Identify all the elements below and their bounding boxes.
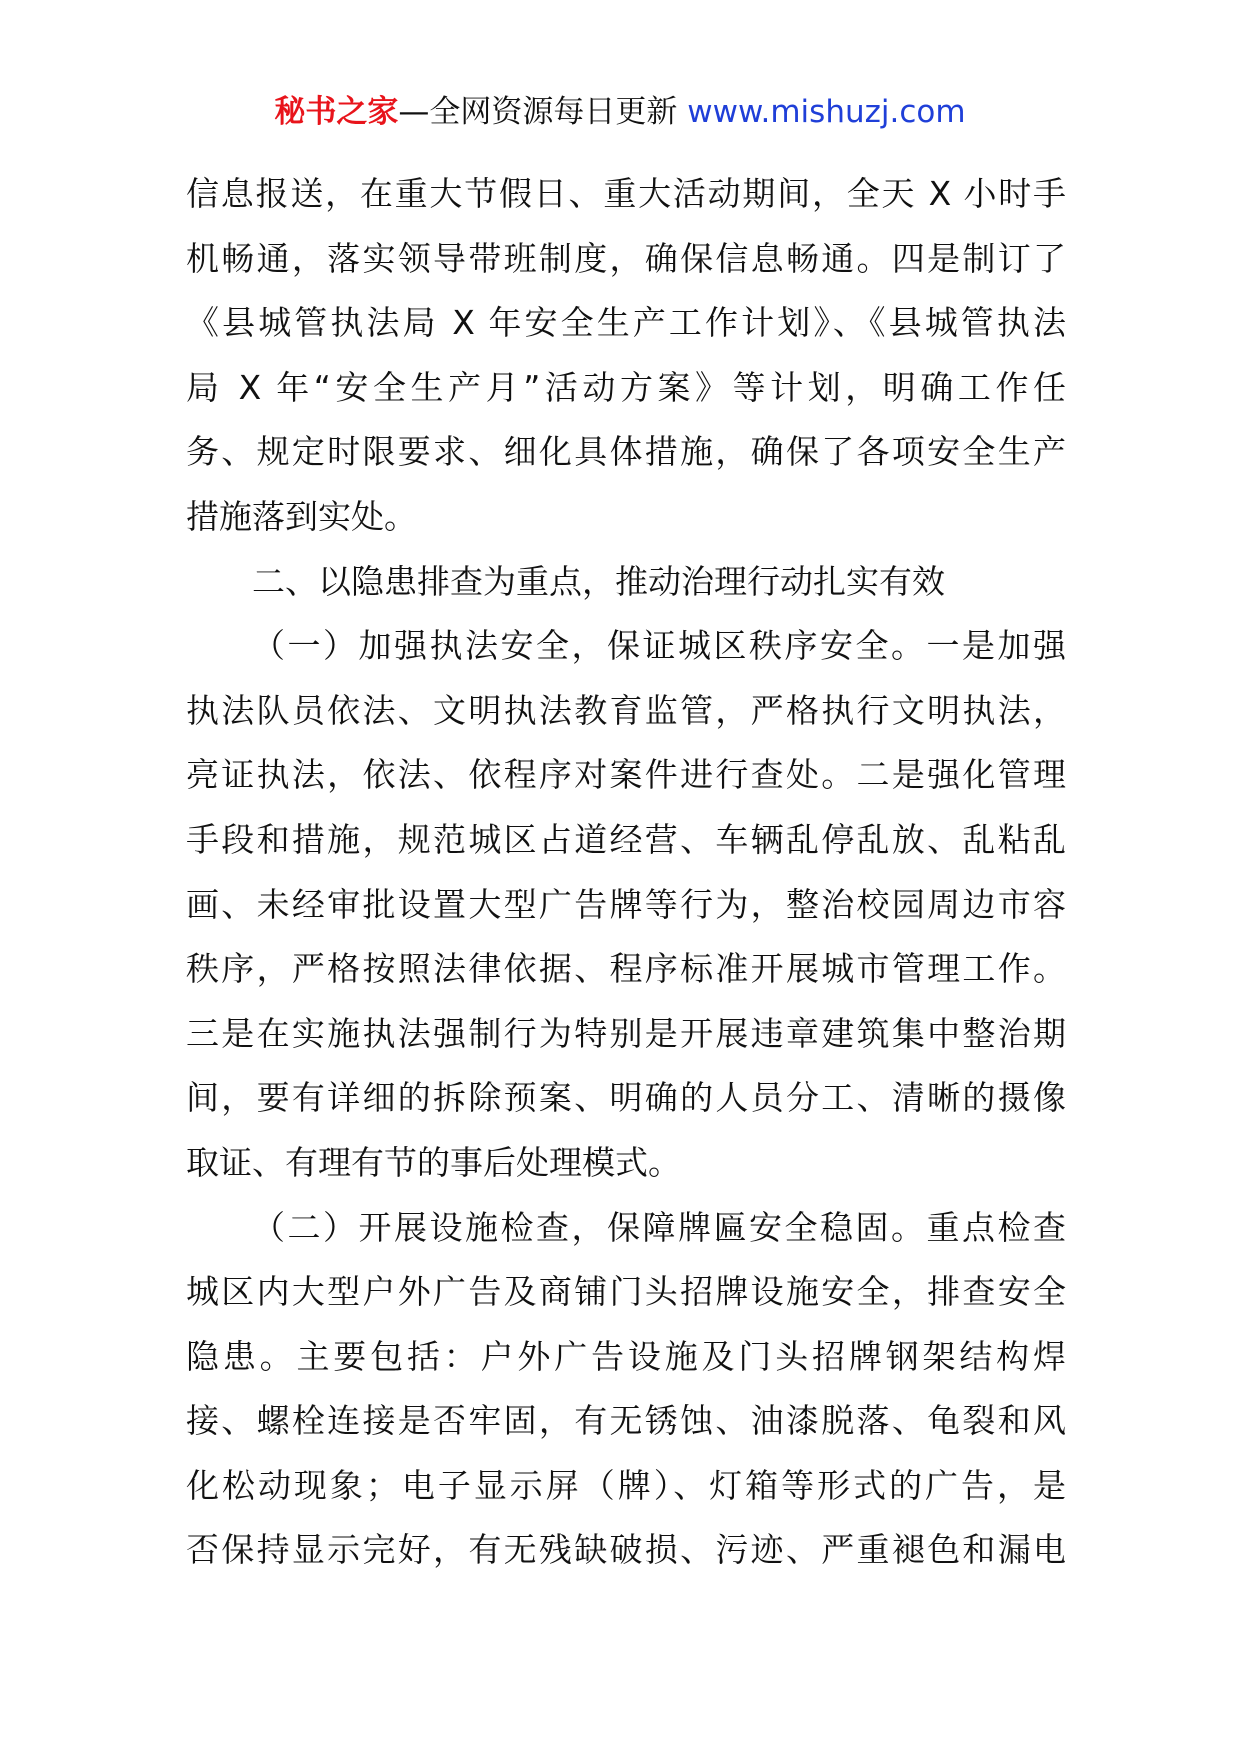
site-url-link[interactable]: www.mishuzj.com <box>687 94 966 130</box>
body-line: 执法队员依法、文明执法教育监管，严格执行文明执法， <box>186 690 1066 730</box>
subsection-heading-line: （二）开展设施检查，保障牌匾安全稳固。重点检查 <box>252 1207 1066 1247</box>
page-header <box>0 92 1240 132</box>
body-line: 间，要有详细的拆除预案、明确的人员分工、清晰的摄像 <box>186 1078 1066 1118</box>
body-line: 信息报送，在重大节假日、重大活动期间，全天 X 小时手 <box>186 174 1066 213</box>
body-line: 务、规定时限要求、细化具体措施，确保了各项安全生产 <box>186 432 1066 472</box>
body-line: 取证、有理有节的事后处理模式。 <box>186 1142 681 1182</box>
body-line: 隐患。主要包括：户外广告设施及门头招牌钢架结构焊 <box>186 1336 1066 1376</box>
body-line: 画、未经审批设置大型广告牌等行为，整治校园周边市容 <box>186 884 1066 924</box>
body-line: 《县城管执法局 X 年安全生产工作计划》、《县城管执法 <box>186 303 1066 343</box>
body-line: 接、螺栓连接是否牢固，有无锈蚀、油漆脱落、龟裂和风 <box>186 1401 1066 1441</box>
section-heading: 二、以隐患排查为重点，推动治理行动扎实有效 <box>252 561 945 601</box>
body-line: 否保持显示完好，有无残缺破损、污迹、严重褪色和漏电 <box>186 1530 1066 1570</box>
body-line: 手段和措施，规范城区占道经营、车辆乱停乱放、乱粘乱 <box>186 819 1066 859</box>
body-line: 局 X 年“安全生产月”活动方案》等计划，明确工作任 <box>186 367 1066 407</box>
site-tagline: —全网资源每日更新 <box>398 94 688 130</box>
body-line: 机畅通，落实领导带班制度，确保信息畅通。四是制订了 <box>186 238 1066 278</box>
site-brand: 秘书之家 <box>274 94 399 130</box>
body-line: 亮证执法，依法、依程序对案件进行查处。二是强化管理 <box>186 755 1066 795</box>
body-line: 化松动现象；电子显示屏（牌）、灯箱等形式的广告，是 <box>186 1465 1066 1505</box>
body-line: 秩序，严格按照法律依据、程序标准开展城市管理工作。 <box>186 949 1066 989</box>
document-body <box>186 162 1066 1583</box>
subsection-heading-line: （一）加强执法安全，保证城区秩序安全。一是加强 <box>252 626 1066 666</box>
body-line: 三是在实施执法强制行为特别是开展违章建筑集中整治期 <box>186 1013 1066 1053</box>
body-line: 措施落到实处。 <box>186 496 417 536</box>
body-line: 城区内大型户外广告及商铺门头招牌设施安全，排查安全 <box>186 1272 1066 1312</box>
